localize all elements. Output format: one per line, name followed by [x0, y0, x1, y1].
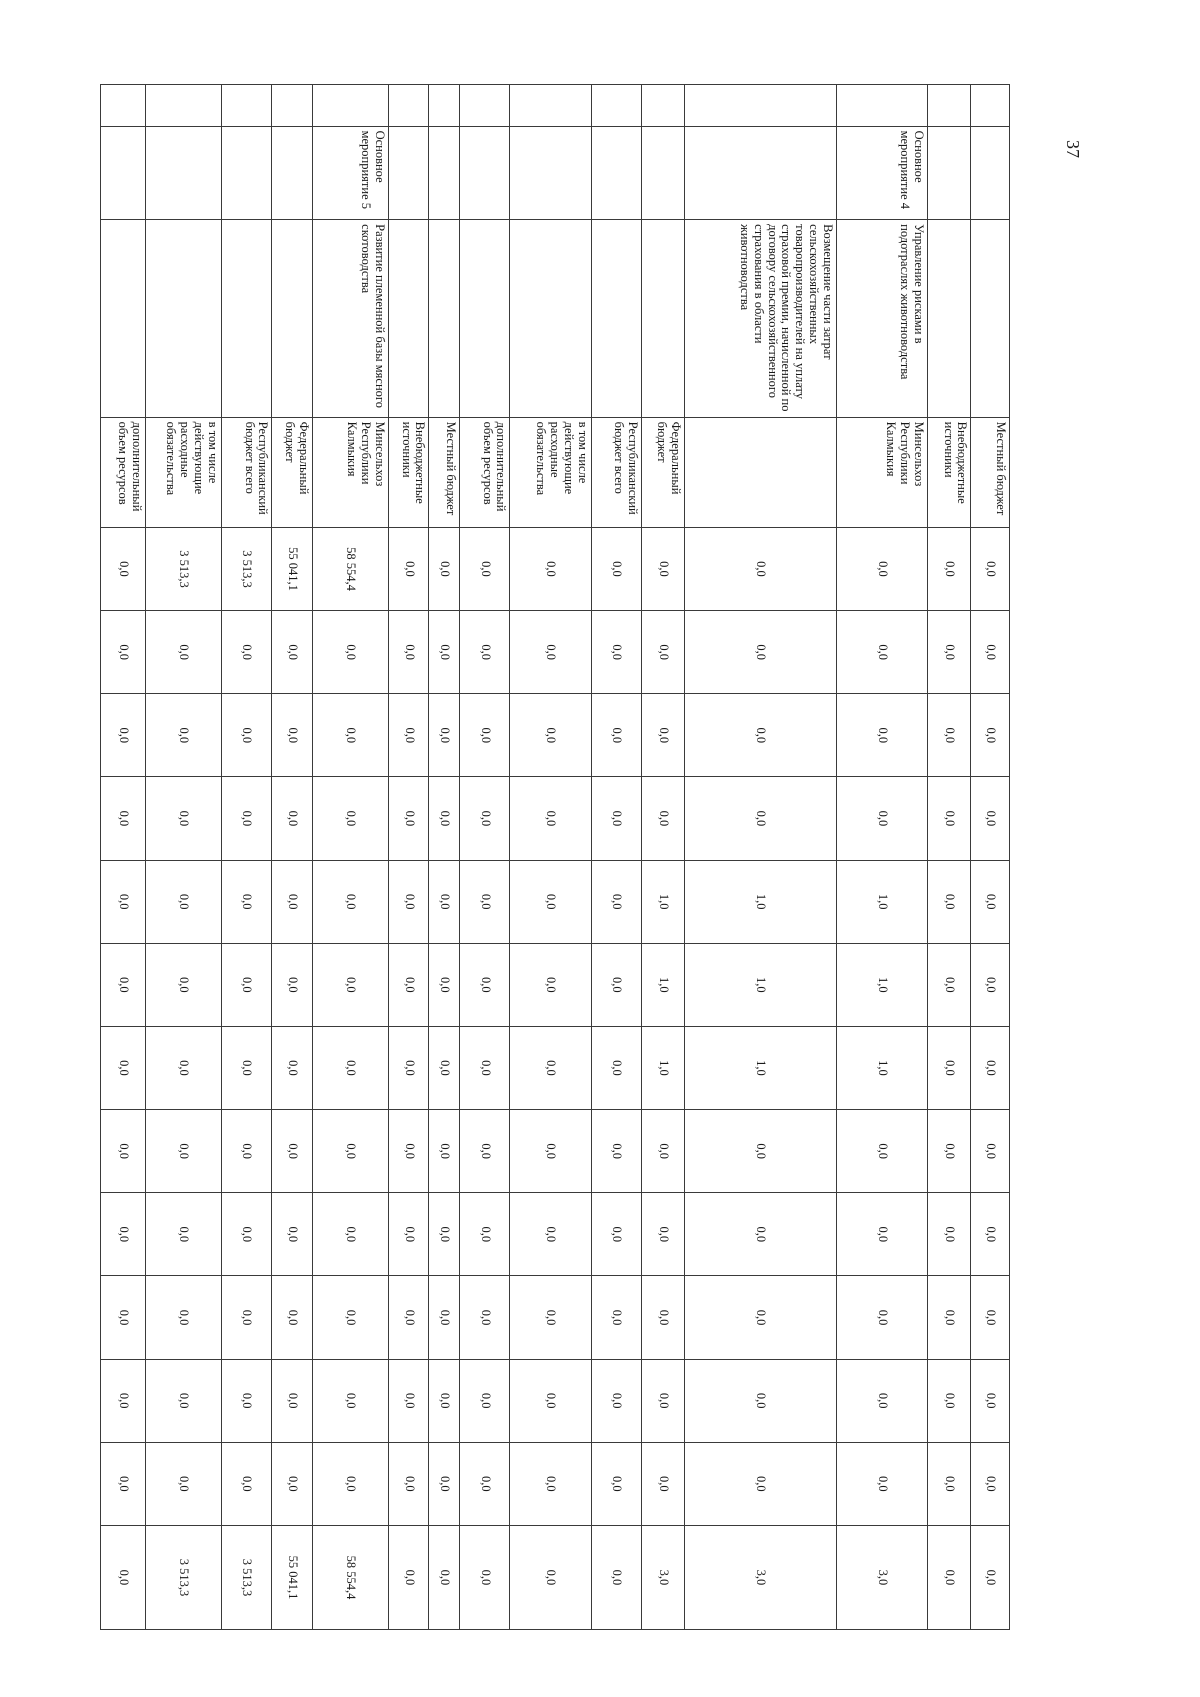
value-cell: 0,0: [971, 1276, 1010, 1359]
value-cell: 0,0: [429, 943, 459, 1026]
source-cell: Минсельхоз Республики Калмыкия: [312, 417, 388, 527]
value-cell: 0,0: [145, 943, 221, 1026]
value-cell: 0,0: [272, 777, 313, 860]
description-cell: Управление рисками в подотраслях животноводства: [836, 220, 927, 418]
value-cell: 0,0: [221, 777, 272, 860]
value-cell: 0,0: [388, 694, 429, 777]
table-row: [312, 85, 388, 1630]
value-cell: 0,0: [221, 943, 272, 1026]
event-cell: [642, 126, 685, 220]
value-cell: 0,0: [927, 777, 971, 860]
description-cell: [510, 220, 591, 418]
description-cell: [101, 220, 146, 418]
value-cell: 0,0: [459, 860, 510, 943]
funding-table: [100, 84, 1010, 1630]
value-cell: 0,0: [642, 527, 685, 610]
value-cell: 0,0: [312, 1359, 388, 1442]
value-cell: 0,0: [459, 1525, 510, 1629]
index-cell: [684, 85, 836, 127]
value-cell: 0,0: [272, 1193, 313, 1276]
value-cell: 0,0: [591, 860, 642, 943]
source-cell: дополнительный объем ресурсов: [101, 417, 146, 527]
value-cell: 0,0: [642, 1276, 685, 1359]
value-cell: 0,0: [272, 1026, 313, 1109]
value-cell: 0,0: [971, 1026, 1010, 1109]
value-cell: 0,0: [145, 1359, 221, 1442]
source-cell: Местный бюджет: [429, 417, 459, 527]
value-cell: 0,0: [272, 860, 313, 943]
value-cell: 0,0: [684, 777, 836, 860]
value-cell: 0,0: [642, 777, 685, 860]
description-cell: [971, 220, 1010, 418]
source-cell: Местный бюджет: [971, 417, 1010, 527]
index-cell: [459, 85, 510, 127]
value-cell: 0,0: [429, 1276, 459, 1359]
event-cell: [971, 126, 1010, 220]
description-cell: [459, 220, 510, 418]
table-row: [684, 85, 836, 1630]
value-cell: 0,0: [971, 1110, 1010, 1193]
index-cell: [591, 85, 642, 127]
value-cell: 0,0: [221, 1110, 272, 1193]
value-cell: 0,0: [971, 1193, 1010, 1276]
value-cell: 0,0: [312, 860, 388, 943]
description-cell: [221, 220, 272, 418]
value-cell: 0,0: [101, 860, 146, 943]
value-cell: 0,0: [927, 1276, 971, 1359]
table-row: [272, 85, 313, 1630]
value-cell: 0,0: [145, 1442, 221, 1525]
value-cell: 0,0: [272, 694, 313, 777]
value-cell: 0,0: [971, 860, 1010, 943]
value-cell: 0,0: [927, 1026, 971, 1109]
value-cell: 1,0: [642, 1026, 685, 1109]
value-cell: 0,0: [459, 1110, 510, 1193]
description-cell: [642, 220, 685, 418]
value-cell: 0,0: [459, 694, 510, 777]
value-cell: 0,0: [927, 1525, 971, 1629]
value-cell: 0,0: [272, 1359, 313, 1442]
index-cell: [642, 85, 685, 127]
description-cell: [591, 220, 642, 418]
source-cell: Минсельхоз Республики Калмыкия: [836, 417, 927, 527]
event-cell: [101, 126, 146, 220]
value-cell: 0,0: [927, 860, 971, 943]
value-cell: 0,0: [684, 694, 836, 777]
value-cell: 3 513,3: [145, 1525, 221, 1629]
value-cell: 0,0: [101, 1442, 146, 1525]
value-cell: 0,0: [510, 527, 591, 610]
value-cell: 0,0: [101, 1359, 146, 1442]
value-cell: 0,0: [388, 1525, 429, 1629]
value-cell: 0,0: [459, 611, 510, 694]
value-cell: 0,0: [510, 1359, 591, 1442]
event-cell: [272, 126, 313, 220]
value-cell: 0,0: [312, 943, 388, 1026]
value-cell: 0,0: [459, 1193, 510, 1276]
value-cell: 0,0: [221, 860, 272, 943]
value-cell: 0,0: [429, 527, 459, 610]
value-cell: 0,0: [272, 1110, 313, 1193]
value-cell: 0,0: [312, 1026, 388, 1109]
value-cell: 1,0: [684, 1026, 836, 1109]
value-cell: 0,0: [221, 1442, 272, 1525]
table-row: [591, 85, 642, 1630]
value-cell: 0,0: [429, 1193, 459, 1276]
index-cell: [429, 85, 459, 127]
source-cell: Республиканский бюджет всего: [221, 417, 272, 527]
source-cell: [684, 417, 836, 527]
value-cell: 0,0: [591, 1442, 642, 1525]
source-cell: Республиканский бюджет всего: [591, 417, 642, 527]
index-cell: [971, 85, 1010, 127]
value-cell: 0,0: [221, 1359, 272, 1442]
value-cell: 0,0: [272, 1276, 313, 1359]
value-cell: 0,0: [429, 1110, 459, 1193]
value-cell: 0,0: [388, 1276, 429, 1359]
source-cell: Федеральный бюджет: [642, 417, 685, 527]
value-cell: 0,0: [591, 1525, 642, 1629]
value-cell: 0,0: [591, 1193, 642, 1276]
value-cell: 0,0: [642, 1442, 685, 1525]
value-cell: 0,0: [510, 1193, 591, 1276]
value-cell: 0,0: [971, 943, 1010, 1026]
value-cell: 0,0: [684, 1110, 836, 1193]
value-cell: 0,0: [510, 611, 591, 694]
value-cell: 0,0: [971, 1359, 1010, 1442]
value-cell: 0,0: [388, 777, 429, 860]
description-cell: [927, 220, 971, 418]
value-cell: 0,0: [510, 943, 591, 1026]
value-cell: 0,0: [642, 611, 685, 694]
value-cell: 1,0: [684, 943, 836, 1026]
page-number: 37: [1063, 140, 1083, 158]
value-cell: 0,0: [510, 777, 591, 860]
value-cell: 0,0: [388, 943, 429, 1026]
value-cell: 0,0: [459, 943, 510, 1026]
value-cell: 0,0: [684, 527, 836, 610]
value-cell: 0,0: [510, 1026, 591, 1109]
value-cell: 0,0: [312, 1276, 388, 1359]
value-cell: 0,0: [591, 694, 642, 777]
value-cell: 0,0: [684, 1442, 836, 1525]
source-cell: в том числе действующие расходные обязательства: [510, 417, 591, 527]
index-cell: [312, 85, 388, 127]
value-cell: 0,0: [221, 611, 272, 694]
index-cell: [388, 85, 429, 127]
value-cell: 0,0: [101, 1193, 146, 1276]
value-cell: 0,0: [145, 777, 221, 860]
value-cell: 0,0: [101, 1525, 146, 1629]
value-cell: 0,0: [459, 1276, 510, 1359]
event-cell: [221, 126, 272, 220]
value-cell: 0,0: [312, 1193, 388, 1276]
value-cell: 0,0: [429, 611, 459, 694]
value-cell: 0,0: [684, 1359, 836, 1442]
value-cell: 0,0: [836, 1276, 927, 1359]
value-cell: 0,0: [971, 1442, 1010, 1525]
value-cell: 0,0: [388, 1193, 429, 1276]
value-cell: 3 513,3: [221, 1525, 272, 1629]
index-cell: [145, 85, 221, 127]
value-cell: 0,0: [101, 1026, 146, 1109]
value-cell: 0,0: [836, 1110, 927, 1193]
value-cell: 0,0: [836, 1359, 927, 1442]
index-cell: [101, 85, 146, 127]
value-cell: 55 041,1: [272, 1525, 313, 1629]
value-cell: 58 554,4: [312, 527, 388, 610]
value-cell: 0,0: [388, 1110, 429, 1193]
value-cell: 0,0: [927, 527, 971, 610]
value-cell: 0,0: [591, 611, 642, 694]
table-row: [388, 85, 429, 1630]
table-row: [221, 85, 272, 1630]
value-cell: 0,0: [642, 694, 685, 777]
event-cell: [684, 126, 836, 220]
value-cell: 0,0: [101, 1276, 146, 1359]
value-cell: 0,0: [459, 777, 510, 860]
value-cell: 0,0: [101, 527, 146, 610]
value-cell: 0,0: [388, 527, 429, 610]
value-cell: 1,0: [642, 943, 685, 1026]
value-cell: 0,0: [971, 611, 1010, 694]
table-row: [145, 85, 221, 1630]
value-cell: 0,0: [312, 1110, 388, 1193]
value-cell: 0,0: [145, 611, 221, 694]
value-cell: 0,0: [927, 1359, 971, 1442]
table-row: [971, 85, 1010, 1630]
event-cell: [510, 126, 591, 220]
event-cell: [927, 126, 971, 220]
value-cell: 0,0: [429, 1026, 459, 1109]
source-cell: в том числе действующие расходные обязательства: [145, 417, 221, 527]
event-cell: [429, 126, 459, 220]
value-cell: 0,0: [591, 1110, 642, 1193]
event-cell: [459, 126, 510, 220]
value-cell: 0,0: [221, 694, 272, 777]
value-cell: 0,0: [510, 1442, 591, 1525]
value-cell: 0,0: [429, 860, 459, 943]
table-row: [927, 85, 971, 1630]
table-body: [101, 85, 1010, 1630]
value-cell: 0,0: [272, 1442, 313, 1525]
value-cell: 0,0: [971, 527, 1010, 610]
index-cell: [927, 85, 971, 127]
value-cell: 0,0: [971, 777, 1010, 860]
value-cell: 0,0: [510, 860, 591, 943]
value-cell: 0,0: [642, 1359, 685, 1442]
description-cell: Возмещение части затрат сельскохозяйственных товаропроизводителей на уплату страховой премии, начисленной по договору сельскохозяйственного страхования в области животноводства: [684, 220, 836, 418]
value-cell: 0,0: [312, 694, 388, 777]
value-cell: 0,0: [101, 1110, 146, 1193]
value-cell: 0,0: [591, 943, 642, 1026]
description-cell: [145, 220, 221, 418]
value-cell: 0,0: [591, 777, 642, 860]
event-cell: [388, 126, 429, 220]
source-cell: Внебюджетные источники: [927, 417, 971, 527]
value-cell: 0,0: [101, 777, 146, 860]
event-cell: [145, 126, 221, 220]
source-cell: дополнительный объем ресурсов: [459, 417, 510, 527]
event-cell: Основное мероприятие 4: [836, 126, 927, 220]
value-cell: 3,0: [684, 1525, 836, 1629]
description-cell: Развитие племенной базы мясного скотоводства: [312, 220, 388, 418]
value-cell: 55 041,1: [272, 527, 313, 610]
value-cell: 0,0: [388, 1359, 429, 1442]
value-cell: 0,0: [510, 1276, 591, 1359]
table-row: [510, 85, 591, 1630]
value-cell: 0,0: [642, 1193, 685, 1276]
value-cell: 0,0: [312, 611, 388, 694]
value-cell: 0,0: [684, 611, 836, 694]
value-cell: 0,0: [927, 943, 971, 1026]
value-cell: 0,0: [145, 1193, 221, 1276]
source-cell: Федеральный бюджет: [272, 417, 313, 527]
value-cell: 0,0: [459, 527, 510, 610]
value-cell: 0,0: [221, 1026, 272, 1109]
value-cell: 0,0: [388, 611, 429, 694]
value-cell: 0,0: [591, 1359, 642, 1442]
table-row: [836, 85, 927, 1630]
value-cell: 3 513,3: [221, 527, 272, 610]
description-cell: [272, 220, 313, 418]
value-cell: 0,0: [312, 1442, 388, 1525]
value-cell: 0,0: [388, 1026, 429, 1109]
table-row: [429, 85, 459, 1630]
index-cell: [510, 85, 591, 127]
value-cell: 0,0: [510, 1525, 591, 1629]
value-cell: 0,0: [272, 943, 313, 1026]
value-cell: 0,0: [836, 1442, 927, 1525]
value-cell: 0,0: [145, 860, 221, 943]
value-cell: 0,0: [927, 1110, 971, 1193]
value-cell: 0,0: [591, 527, 642, 610]
event-cell: Основное мероприятие 5: [312, 126, 388, 220]
value-cell: 0,0: [684, 1193, 836, 1276]
value-cell: 0,0: [429, 1525, 459, 1629]
table-row: [101, 85, 146, 1630]
value-cell: 0,0: [388, 1442, 429, 1525]
value-cell: 0,0: [145, 1026, 221, 1109]
value-cell: 3 513,3: [145, 527, 221, 610]
value-cell: 0,0: [836, 611, 927, 694]
value-cell: 0,0: [591, 1276, 642, 1359]
value-cell: 3,0: [836, 1525, 927, 1629]
description-cell: [429, 220, 459, 418]
index-cell: [272, 85, 313, 127]
value-cell: 0,0: [429, 777, 459, 860]
value-cell: 0,0: [927, 1442, 971, 1525]
value-cell: 0,0: [101, 611, 146, 694]
value-cell: 0,0: [312, 777, 388, 860]
value-cell: 0,0: [429, 1442, 459, 1525]
value-cell: 0,0: [221, 1276, 272, 1359]
value-cell: 0,0: [145, 694, 221, 777]
value-cell: 0,0: [927, 1193, 971, 1276]
value-cell: 58 554,4: [312, 1525, 388, 1629]
value-cell: 0,0: [591, 1026, 642, 1109]
value-cell: 0,0: [684, 1276, 836, 1359]
value-cell: 0,0: [836, 1193, 927, 1276]
value-cell: 0,0: [836, 777, 927, 860]
value-cell: 0,0: [101, 694, 146, 777]
value-cell: 1,0: [642, 860, 685, 943]
value-cell: 0,0: [510, 694, 591, 777]
value-cell: 0,0: [145, 1110, 221, 1193]
value-cell: 0,0: [429, 694, 459, 777]
value-cell: 0,0: [459, 1442, 510, 1525]
value-cell: 0,0: [836, 527, 927, 610]
value-cell: 0,0: [510, 1110, 591, 1193]
value-cell: 1,0: [836, 860, 927, 943]
value-cell: 3,0: [642, 1525, 685, 1629]
value-cell: 0,0: [145, 1276, 221, 1359]
value-cell: 0,0: [927, 694, 971, 777]
value-cell: 0,0: [836, 694, 927, 777]
value-cell: 0,0: [221, 1193, 272, 1276]
value-cell: 0,0: [388, 860, 429, 943]
value-cell: 0,0: [642, 1110, 685, 1193]
value-cell: 0,0: [459, 1359, 510, 1442]
index-cell: [221, 85, 272, 127]
value-cell: 1,0: [836, 943, 927, 1026]
value-cell: 0,0: [429, 1359, 459, 1442]
value-cell: 0,0: [272, 611, 313, 694]
value-cell: 0,0: [971, 1525, 1010, 1629]
value-cell: 1,0: [836, 1026, 927, 1109]
value-cell: 1,0: [684, 860, 836, 943]
table-row: [642, 85, 685, 1630]
index-cell: [836, 85, 927, 127]
rotated-page: [100, 84, 1010, 1630]
value-cell: 0,0: [459, 1026, 510, 1109]
value-cell: 0,0: [101, 943, 146, 1026]
description-cell: [388, 220, 429, 418]
table-row: [459, 85, 510, 1630]
event-cell: [591, 126, 642, 220]
value-cell: 0,0: [927, 611, 971, 694]
value-cell: 0,0: [971, 694, 1010, 777]
source-cell: Внебюджетные источники: [388, 417, 429, 527]
